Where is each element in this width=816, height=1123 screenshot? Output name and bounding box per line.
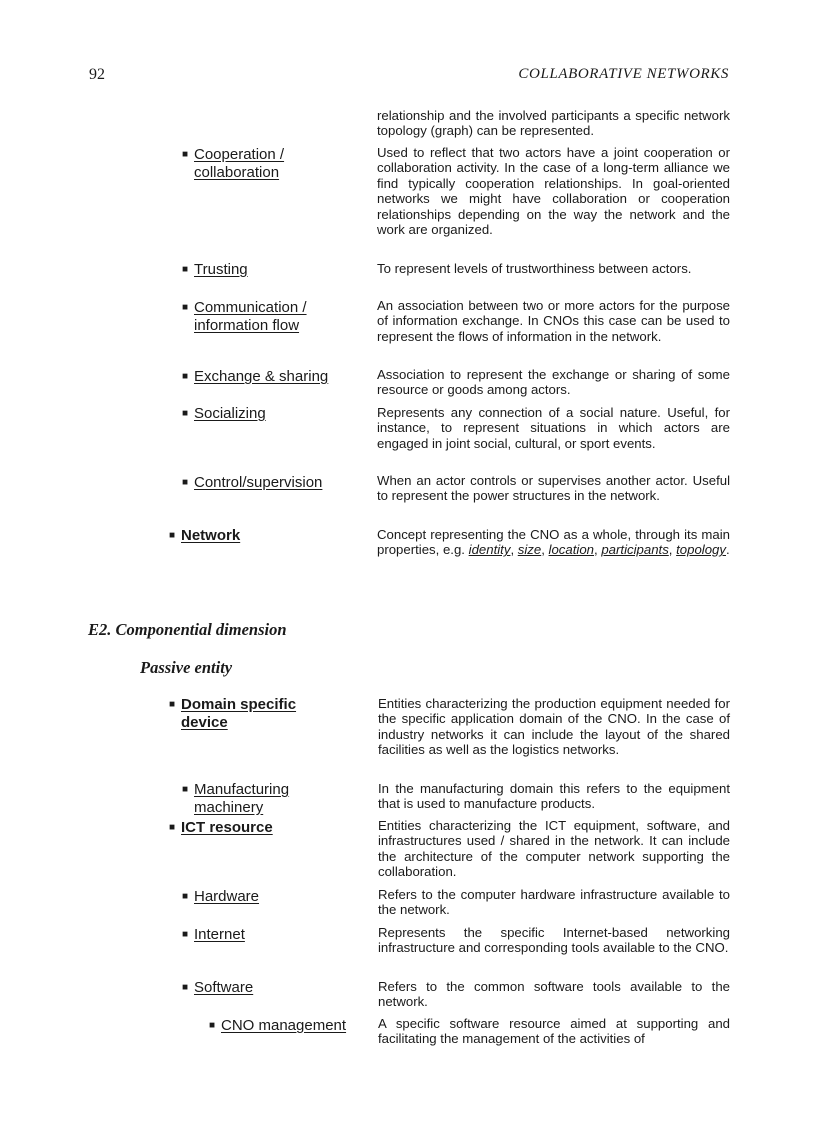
description-hardware: Refers to the computer hardware infrastructure available to the network. bbox=[378, 887, 730, 918]
description-communication: An association between two or more actors for the purpose of information exchange. In CNOs this case can be used to represent the flows of information in the network. bbox=[377, 298, 730, 344]
term-cooperation-collaboration bbox=[182, 146, 285, 181]
term-label: ICT resource bbox=[181, 819, 273, 836]
link-location[interactable]: location bbox=[548, 542, 595, 558]
term-label: Communication / bbox=[194, 299, 307, 316]
separator: , bbox=[668, 542, 677, 558]
term-label: Socializing bbox=[194, 405, 266, 422]
description-domain-specific-device: Entities characterizing the production equipment needed for the specific application domain of the CNO. In the case of industry networks it can include the layout of the shared facilities as well as the logistics networks. bbox=[378, 696, 730, 758]
square-bullet-icon: ■ bbox=[182, 982, 189, 993]
term-hardware bbox=[182, 888, 260, 906]
term-label: Internet bbox=[194, 926, 245, 943]
term-label: machinery bbox=[194, 798, 264, 816]
section-title: E2. Componential dimension bbox=[88, 620, 287, 639]
description-control: When an actor controls or supervises another actor. Useful to represent the power structures in the network. bbox=[377, 473, 730, 504]
description-socializing: Represents any connection of a social nature. Useful, for instance, to represent situations in which actors are engaged in joint social, cultural, or sport events. bbox=[377, 405, 730, 451]
description-trusting: To represent levels of trustworthiness between actors. bbox=[377, 261, 692, 276]
term-label: information flow bbox=[194, 316, 300, 334]
term-control-supervision bbox=[182, 474, 323, 492]
term-label: Control/supervision bbox=[194, 474, 323, 491]
term-software bbox=[182, 979, 254, 997]
separator: , bbox=[510, 542, 518, 558]
term-label: Software bbox=[194, 979, 254, 996]
square-bullet-icon: ■ bbox=[182, 302, 189, 313]
link-topology[interactable]: topology bbox=[676, 542, 726, 558]
description-ict-resource: Entities characterizing the ICT equipment, software, and infrastructures used / shared in the network. It can include the architecture of the computer network supporting the collaboration. bbox=[378, 818, 730, 880]
separator: , bbox=[541, 542, 549, 558]
term-label: Cooperation / bbox=[194, 146, 285, 163]
subsection-title: Passive entity bbox=[140, 658, 233, 677]
square-bullet-icon: ■ bbox=[182, 891, 189, 902]
square-bullet-icon: ■ bbox=[182, 149, 189, 160]
square-bullet-icon: ■ bbox=[182, 784, 189, 795]
square-bullet-icon: ■ bbox=[169, 699, 176, 710]
term-label: Network bbox=[181, 527, 241, 544]
page-number: 92 bbox=[89, 66, 105, 83]
term-label: Trusting bbox=[194, 261, 248, 278]
description-software: Refers to the common software tools available to the network. bbox=[378, 979, 730, 1010]
description-cno-management: A specific software resource aimed at supporting and facilitating the management of the activities of bbox=[378, 1016, 730, 1047]
link-size[interactable]: size bbox=[517, 542, 542, 558]
term-label: CNO management bbox=[221, 1017, 347, 1034]
term-label: Manufacturing bbox=[194, 781, 290, 798]
description-exchange: Association to represent the exchange or sharing of some resource or goods among actors. bbox=[377, 367, 730, 398]
term-exchange-sharing bbox=[182, 368, 329, 386]
term-label: Domain specific bbox=[181, 696, 297, 713]
square-bullet-icon: ■ bbox=[182, 371, 189, 382]
term-network bbox=[169, 527, 241, 545]
description-network bbox=[377, 527, 730, 558]
link-identity[interactable]: identity bbox=[468, 542, 511, 558]
square-bullet-icon: ■ bbox=[182, 408, 189, 419]
continuation-text: relationship and the involved participants a specific network topology (graph) can be represented. bbox=[377, 108, 730, 139]
running-header-title: COLLABORATIVE NETWORKS bbox=[518, 66, 729, 82]
network-desc-text: Concept representing the CNO as a whole, through its main properties, e.g. bbox=[377, 527, 730, 558]
term-label: Hardware bbox=[194, 888, 260, 905]
term-label: device bbox=[181, 713, 228, 731]
description-cooperation: Used to reflect that two actors have a joint cooperation or collaboration activity. In the case of a long-term alliance we find typically cooperation relationships. In goal-oriented networks we might have collaboration or cooperation relationships depending on the way the network and the work are organized. bbox=[377, 145, 730, 238]
description-internet: Represents the specific Internet-based networking infrastructure and corresponding tools available to the CNO. bbox=[378, 925, 730, 956]
separator: , bbox=[594, 542, 602, 558]
description-manufacturing-machinery: In the manufacturing domain this refers to the equipment that is used to manufacture products. bbox=[378, 781, 730, 812]
square-bullet-icon: ■ bbox=[182, 929, 189, 940]
term-socializing bbox=[182, 405, 266, 423]
term-cno-management bbox=[209, 1017, 347, 1035]
term-trusting bbox=[182, 261, 248, 279]
square-bullet-icon: ■ bbox=[169, 530, 176, 541]
square-bullet-icon: ■ bbox=[169, 822, 176, 833]
term-manufacturing-machinery bbox=[182, 781, 290, 816]
square-bullet-icon: ■ bbox=[209, 1020, 216, 1031]
term-ict-resource bbox=[169, 819, 273, 837]
link-participants[interactable]: participants bbox=[601, 542, 669, 558]
square-bullet-icon: ■ bbox=[182, 477, 189, 488]
term-communication-information-flow bbox=[182, 299, 307, 334]
term-label: collaboration bbox=[194, 163, 280, 181]
term-domain-specific-device bbox=[169, 696, 297, 731]
term-label: Exchange & sharing bbox=[194, 368, 329, 385]
end-period: . bbox=[725, 542, 730, 558]
square-bullet-icon: ■ bbox=[182, 264, 189, 275]
term-internet bbox=[182, 926, 245, 944]
